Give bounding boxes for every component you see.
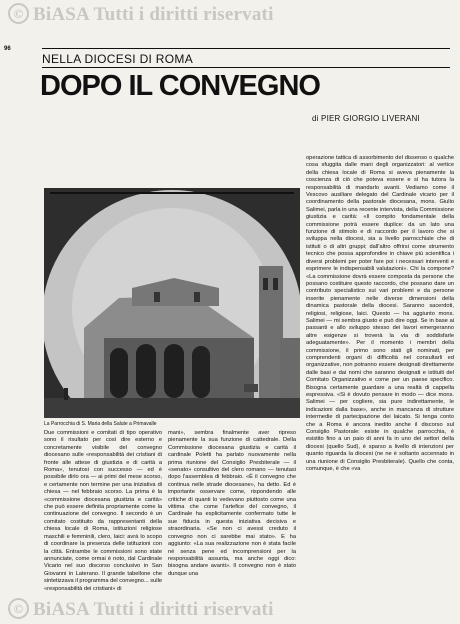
copyright-symbol: © xyxy=(8,598,29,619)
kicker-rule xyxy=(42,67,450,68)
watermark-text: BiASA Tutti i diritti riservati xyxy=(33,599,274,620)
watermark-text: BiASA Tutti i diritti riservati xyxy=(33,4,274,25)
body-column-2: mani», sembra finalmente aver ripreso pienamente la sua funzione di cattedrale. Della Commissione diocesana giustizia e carità il cardinale Poletti ha parlato nuovamente nella prima riunione del Consiglio Presbiterale — il «senato» consultivo del clero romano — tenutasi dopo l'assemblea di febbraio. «È il convegno che continua nelle strade diocesane», ha detto. Ed è importante osservare come, rispondendo alle critiche di quanti lo vedevano piuttosto come una vittima che come l'artefice del convegno, il Cardinale ha esplicitamente confermato tutte le sue fiducia in questa iniziativa decisiva e straordinaria. «Se non ci avessi creduto il convegno non ci sarebbe mai stato». E ha aggiunto: «La sua realizzazione non è stata facile né senza pene ed incomprensioni per la responsabilità assunta, ma anche oggi dico: bisogna andare avanti». Il convegno non è stato dunque una xyxy=(168,430,296,577)
body-column-3: operazione tattica di assorbimento del dissenso o qualche cosa sfuggita dalle mani degli organizzatori: al vertice della chiesa locale di Roma si aveva pienamente la coscienza di ciò che poteva essere e si ha tutora la responsabilità di mandarlo avanti. Vediamo come il Vescovo ausiliare delegato del Cardinale vicario per il coordinamento della pastorale diocesana, mons. Giulio Salimei, parla in una recente intervista, della Commissione giustizia e carità: «Il compito fondamentale della commissione potrà essere duplice: da un lato una funzione di stimolo e di raccordo per il lavoro che si sviluppa nella diocesi, sia a livello parrocchiale che di istituti o di altri gruppi; dall'altro offrirsi come strumento tecnico che possa approfondire in chiave più scientifica i diversi problemi per poter fare poi i necessari interventi e esprimere le indispensabili valutazioni». Chi la compone? «La commissione dovrà essere composta da persone che possano costituire questo raccordo, che possano dare un contributo specialistico sui vari problemi e da persone inserite pienamente nelle diverse dimensioni della dinamica pastorale della diocesi. Saranno sacerdoti, religiosi, religiose, laici. Questo — ha aggiunto mons. Salimei — mi sembra giusto e può dire oggi. Se in base ai passanti e allo sviluppo stesso dei lavori emergeranno altre esigenze si troverà la via di soddisfarle adeguatamente». Per il momento i membri della commissione, il primo sono stati gli nominati, per comprendenti organi di difficoltà nel consultarli ed organizzative, non potranno essere designati direttamente dalle basi e dai nomi che saranno designati e istituiti del Comitato Organizzativo e come per un paese specifico. Bisogna certamente guardare a una realtà di cappella espressiva. «Si è dovuto pensare in modo — dice mons. Salimei — per cogliere, sia pure indirettamente, le indicazioni dalla base», anche in mancanza di strutture intermedie di partecipazione dei laicato. Si tenga conto che a Roma è ancora inedito anche il discorso sul Consiglio Pastorale: esiste in qualche parrocchia, è esistito fino a un paio di anni fa in uno dei settori della diocesi (quello Sud), è sparso a livello di intenzioni per quanto riguarda la diocesi (ne ne è soltanto accennato in una riunione di Consiglio Presbiterale). Quello che conta, comunque, è che «va xyxy=(306,155,454,473)
body-column-1: Due commissioni e comitati di tipo operativo sono il risultato per così dire esterno e concretamente visibile del convegno diocesano sulle «responsabilità dei cristiani di fronte alle attese di giustizia e di carità a Roma», tenutosi con successo — ed è possibile dirlo ora — ai primi del mese scorso, e certamente non termine per una iniziativa di chiesa — nel febbraio scorso. La prima è la «commissione diocesana giustizia e carità» che può essere definita propriamente come la continuazione del convegno. Il secondo è un comitato costituito da rappresentanti della chiesa locale di Roma, istituzioni religiose maschili e femminili, clero, laici: avrà lo scopo di coordinare la presenza delle istituzioni con la città. Entrambe le commissioni sono state annunciate, come ormai è noto, dal Cardinale Vicario nel suo discorso conclusivo in San Giovanni in Laterano. Il grande tabellone che sintetizzava il programma del convegno... sulle «responsabilità dei cristiani» di xyxy=(44,430,162,592)
top-rule xyxy=(42,48,450,49)
byline: di PIER GIORGIO LIVERANI xyxy=(312,114,420,123)
photo-caption: La Parrocchia di S. Maria della Salute a Primavalle xyxy=(44,421,157,427)
watermark-bottom xyxy=(8,598,274,621)
church-photo xyxy=(44,188,300,418)
watermark-top xyxy=(8,3,274,26)
section-kicker: NELLA DIOCESI DI ROMA xyxy=(42,52,194,66)
church-illustration xyxy=(44,188,300,418)
copyright-symbol: © xyxy=(8,3,29,24)
page-number: 96 xyxy=(4,46,11,52)
headline: DOPO IL CONVEGNO xyxy=(40,70,320,102)
